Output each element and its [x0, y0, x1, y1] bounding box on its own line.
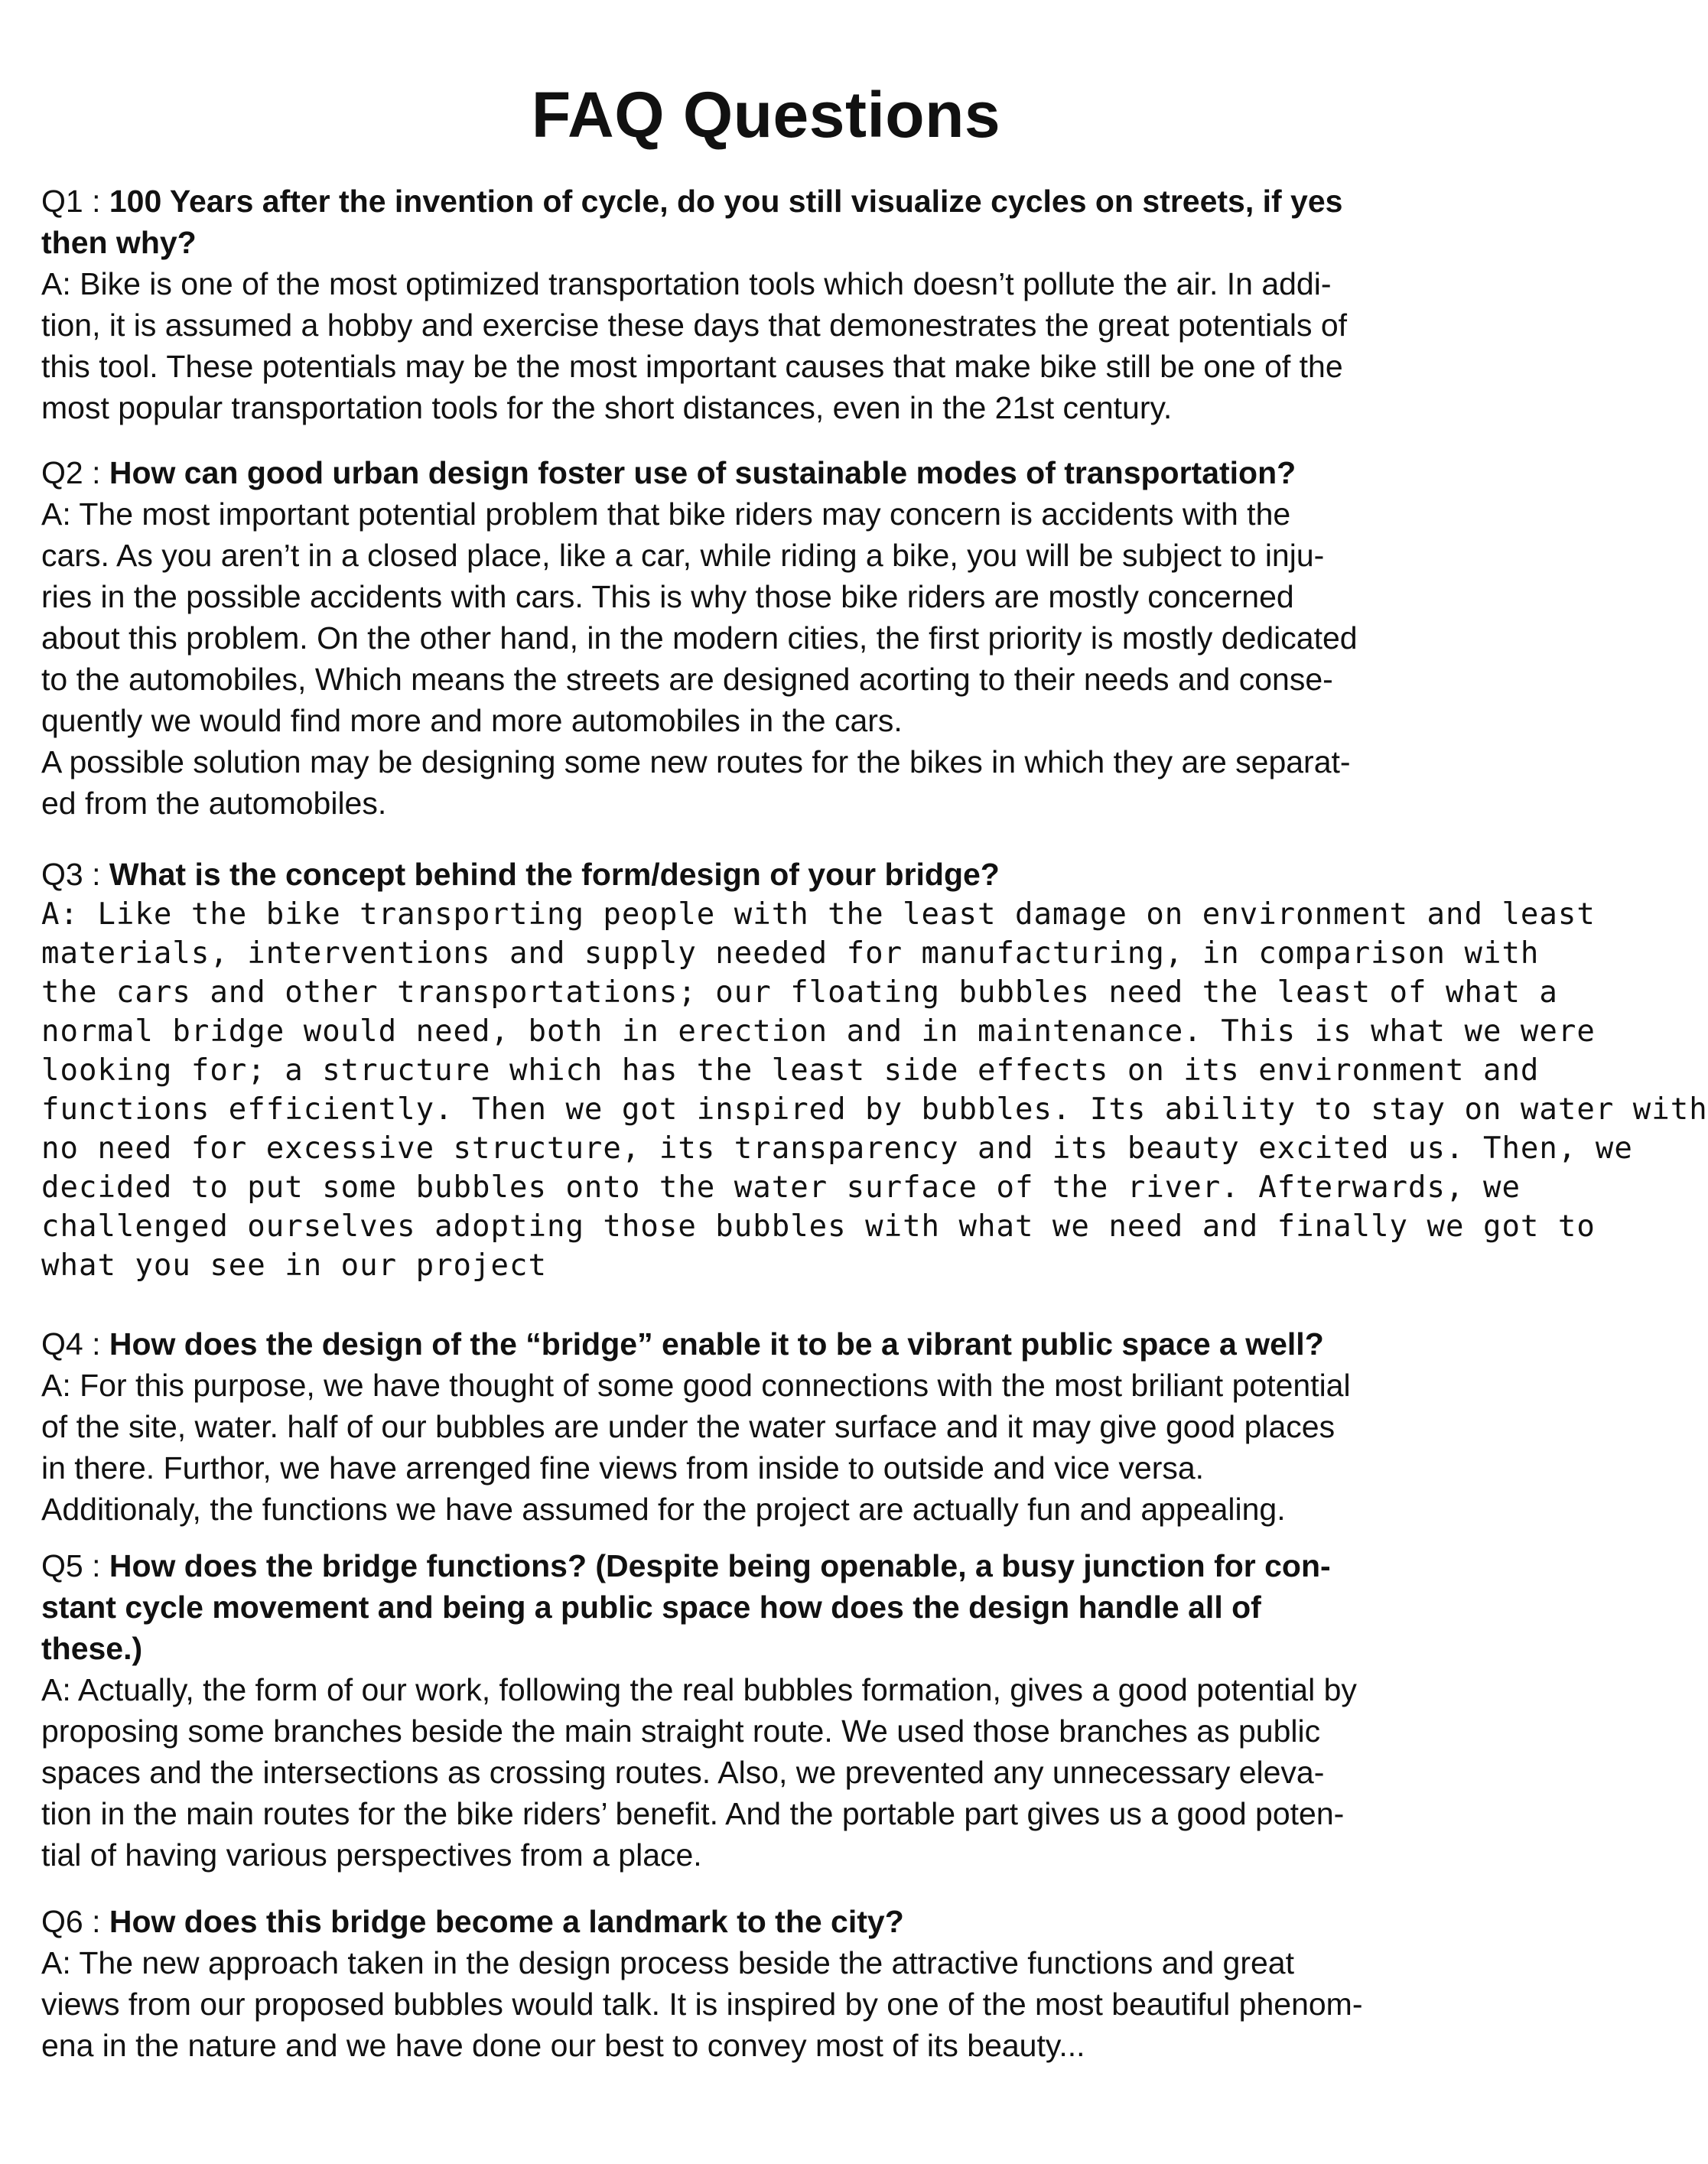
answer-line: A: Actually, the form of our work, following the real bubbles formation, gives a good potential by: [41, 1672, 1357, 1707]
question-text: How does the design of the “bridge” enable it to be a vibrant public space a well?: [109, 1326, 1324, 1362]
answer-line: proposing some branches beside the main straight route. We used those branches as public: [41, 1713, 1321, 1749]
answer-line: quently we would find more and more automobiles in the cars.: [41, 703, 903, 738]
faq-item-q4: [41, 1323, 1491, 1530]
faq-question: [41, 854, 1491, 895]
question-number: Q5 :: [41, 1548, 109, 1583]
question-number: Q6 :: [41, 1904, 109, 1939]
answer-line: this tool. These potentials may be the most important causes that make bike still be one of the: [41, 349, 1343, 384]
answer-line: looking for; a structure which has the least side effects on its environment and: [41, 1053, 1540, 1088]
faq-question: [41, 1901, 1491, 1942]
question-number: Q1 :: [41, 184, 109, 219]
answer-line: materials, interventions and supply needed for manufacturing, in comparison with: [41, 936, 1540, 971]
answer-line: about this problem. On the other hand, in the modern cities, the first priority is mostly dedicated: [41, 620, 1358, 656]
faq-answer: [41, 895, 1708, 1285]
faq-item-q5: [41, 1545, 1491, 1876]
answer-line: A: Bike is one of the most optimized transportation tools which doesn’t pollute the air. In addi-: [41, 266, 1332, 301]
faq-question: [41, 181, 1491, 263]
faq-question: [41, 1323, 1491, 1365]
question-text: these.): [41, 1631, 143, 1666]
answer-line: A: Like the bike transporting people with the least damage on environment and least: [41, 897, 1596, 932]
answer-line: A possible solution may be designing some new routes for the bikes in which they are separat-: [41, 744, 1351, 779]
question-text: How can good urban design foster use of sustainable modes of transportation?: [109, 455, 1296, 490]
answer-line: cars. As you aren’t in a closed place, like a car, while riding a bike, you will be subject to inju-: [41, 538, 1325, 573]
answer-line: functions efficiently. Then we got inspired by bubbles. Its ability to stay on water with: [41, 1092, 1708, 1127]
faq-question: [41, 452, 1491, 493]
question-number: Q2 :: [41, 455, 109, 490]
question-text: stant cycle movement and being a public space how does the design handle all of: [41, 1590, 1261, 1625]
question-text: What is the concept behind the form/design of your bridge?: [109, 857, 1000, 892]
answer-line: Additionaly, the functions we have assumed for the project are actually fun and appealing.: [41, 1492, 1286, 1527]
faq-page: [41, 0, 1708, 2063]
answer-line: decided to put some bubbles onto the water surface of the river. Afterwards, we: [41, 1170, 1521, 1205]
faq-item-q3: [41, 854, 1708, 1285]
faq-question: [41, 1545, 1491, 1669]
question-text: How does the bridge functions? (Despite being openable, a busy junction for con-: [109, 1548, 1331, 1583]
answer-line: spaces and the intersections as crossing routes. Also, we prevented any unnecessary eleva-: [41, 1755, 1325, 1790]
faq-item-q2: [41, 452, 1491, 824]
page-title: FAQ Questions: [531, 79, 1001, 151]
faq-answer: [41, 1669, 1491, 1876]
answer-line: the cars and other transportations; our floating bubbles need the least of what a: [41, 975, 1558, 1010]
answer-line: normal bridge would need, both in erection and in maintenance. This is what we were: [41, 1014, 1596, 1049]
answer-line: no need for excessive structure, its transparency and its beauty excited us. Then, we: [41, 1131, 1633, 1166]
answer-line: most popular transportation tools for the short distances, even in the 21st century.: [41, 390, 1173, 425]
faq-item-q6: [41, 1901, 1491, 2066]
question-text: 100 Years after the invention of cycle, do you still visualize cycles on streets, if yes: [109, 184, 1343, 219]
answer-line: challenged ourselves adopting those bubbles with what we need and finally we got to: [41, 1209, 1596, 1244]
faq-answer: [41, 493, 1491, 824]
answer-line: tion, it is assumed a hobby and exercise these days that demonestrates the great potentials of: [41, 308, 1348, 343]
answer-line: A: The most important potential problem that bike riders may concern is accidents with the: [41, 496, 1291, 532]
question-text: then why?: [41, 225, 197, 260]
answer-line: of the site, water. half of our bubbles are under the water surface and it may give good places: [41, 1409, 1335, 1444]
answer-line: ena in the nature and we have done our best to convey most of its beauty...: [41, 2028, 1085, 2063]
answer-line: in there. Furthor, we have arrenged fine views from inside to outside and vice versa.: [41, 1450, 1205, 1486]
answer-line: what you see in our project: [41, 1248, 547, 1283]
answer-line: views from our proposed bubbles would talk. It is inspired by one of the most beautiful phenom-: [41, 1987, 1363, 2022]
answer-line: A: For this purpose, we have thought of some good connections with the most briliant potential: [41, 1368, 1351, 1403]
answer-line: ed from the automobiles.: [41, 786, 387, 821]
answer-line: tion in the main routes for the bike riders’ benefit. And the portable part gives us a good poten-: [41, 1796, 1345, 1831]
faq-answer: [41, 263, 1491, 428]
answer-line: A: The new approach taken in the design process beside the attractive functions and great: [41, 1945, 1294, 1980]
answer-line: to the automobiles, Which means the streets are designed acorting to their needs and conse-: [41, 662, 1333, 697]
faq-answer: [41, 1942, 1491, 2066]
faq-answer: [41, 1365, 1491, 1530]
question-number: Q4 :: [41, 1326, 109, 1362]
question-number: Q3 :: [41, 857, 109, 892]
answer-line: tial of having various perspectives from a place.: [41, 1837, 702, 1873]
faq-item-q1: [41, 181, 1491, 428]
question-text: How does this bridge become a landmark to the city?: [109, 1904, 904, 1939]
answer-line: ries in the possible accidents with cars. This is why those bike riders are mostly concerned: [41, 579, 1294, 614]
